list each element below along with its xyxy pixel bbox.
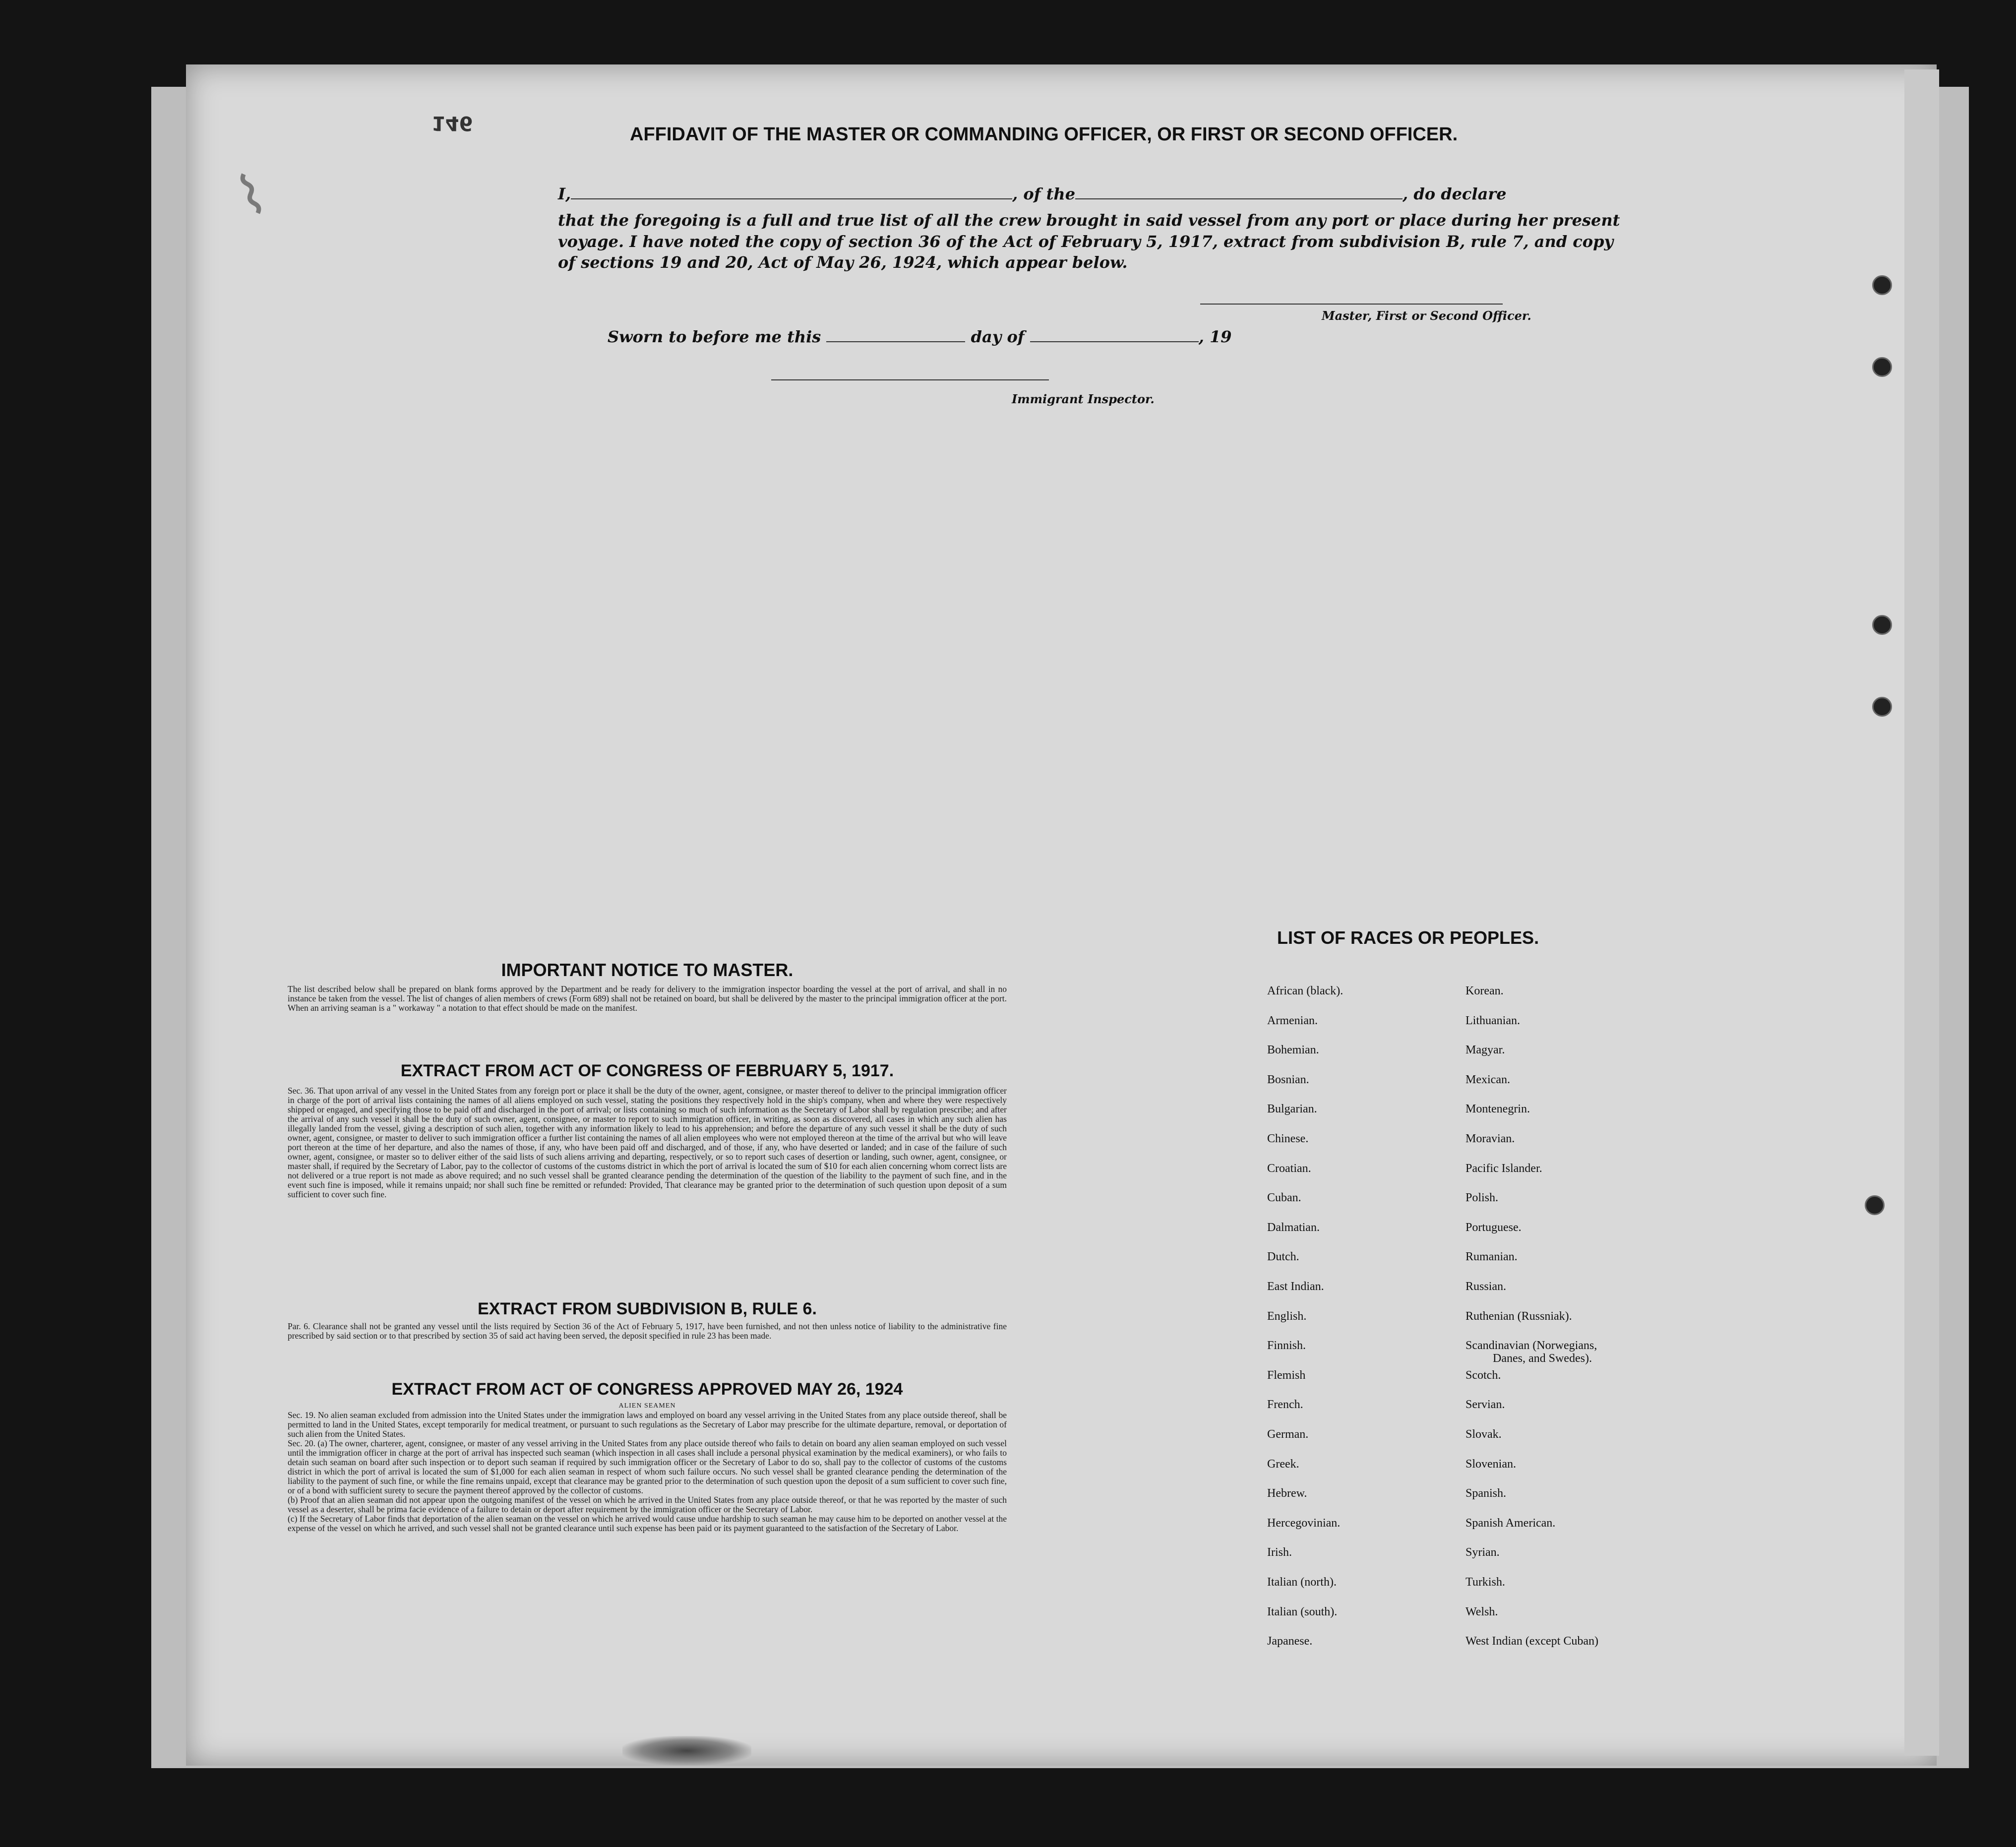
race-item: Servian. [1466, 1398, 1505, 1412]
extract-1917-title: EXTRACT FROM ACT OF CONGRESS OF FEBRUARY 5, 1917. [400, 1061, 894, 1080]
race-item: Mexican. [1466, 1073, 1510, 1086]
race-item: Dalmatian. [1267, 1221, 1320, 1234]
race-item: Bosnian. [1267, 1073, 1309, 1086]
declaration-of-the: , of the [1012, 185, 1076, 203]
race-item: Syrian. [1466, 1546, 1500, 1559]
race-item: Montenegrin. [1466, 1103, 1530, 1116]
race-item: African (black). [1267, 985, 1344, 997]
race-item: Slovenian. [1466, 1457, 1516, 1471]
declaration-do-declare: , do declare [1403, 185, 1507, 203]
sworn-day-of: day of [971, 327, 1025, 346]
notice-title: IMPORTANT NOTICE TO MASTER. [501, 960, 794, 980]
extract-1917-body [288, 1086, 1007, 1199]
race-item: Greek. [1267, 1457, 1299, 1471]
inspector-signature-line[interactable] [771, 379, 1049, 380]
race-item: Irish. [1267, 1546, 1292, 1559]
race-item: Croatian. [1267, 1162, 1311, 1175]
vessel-blank[interactable] [1075, 185, 1403, 199]
race-item: German. [1267, 1428, 1309, 1441]
race-item: Korean. [1466, 985, 1504, 997]
extract-1924-body [288, 1401, 1007, 1533]
bleed-through-row [694, 427, 1835, 451]
declaration-line-2: that the foregoing is a full and true list of all the crew brought in said vessel from any port or place during her present [558, 211, 1620, 230]
race-item: Rumanian. [1466, 1250, 1518, 1264]
name-blank[interactable] [571, 185, 1012, 199]
binder-hole-icon [1872, 615, 1892, 635]
race-item: Turkish. [1466, 1576, 1505, 1589]
sworn-month-blank[interactable] [1030, 328, 1199, 342]
sworn-line [608, 327, 1232, 346]
race-item: Dutch. [1267, 1250, 1299, 1264]
race-item: Ruthenian (Russniak). [1466, 1309, 1572, 1323]
race-item: Cuban. [1267, 1191, 1301, 1205]
race-item: French. [1267, 1398, 1303, 1412]
binder-hole-icon [1872, 697, 1892, 717]
race-item: Spanish. [1466, 1487, 1507, 1500]
race-item: Spanish American. [1466, 1516, 1556, 1530]
race-item: Italian (south). [1267, 1605, 1338, 1618]
race-item: English. [1267, 1309, 1307, 1323]
race-item: Armenian. [1267, 1014, 1318, 1027]
form-number: 146 [431, 112, 473, 134]
race-item: Polish. [1466, 1191, 1499, 1205]
notice-body [288, 985, 1007, 1013]
race-item: Chinese. [1267, 1132, 1309, 1145]
race-item: Lithuanian. [1466, 1014, 1520, 1027]
affidavit-title: AFFIDAVIT OF THE MASTER OR COMMANDING OFFICER, OR FIRST OR SECOND OFFICER. [630, 124, 1458, 145]
race-item: Russian. [1466, 1280, 1507, 1293]
section-20c-paragraph: (c) If the Secretary of Labor finds that deportation of the alien seaman on the vessel on which he arrived would cause undue hardship to such seaman he may cause him to be deported on another vessel at the expense of the vessel on which he arrived, and such vessel shall not be granted clearance until such expense has been paid or its payment guaranteed to the satisfaction of the Secretary of Labor. [288, 1514, 1007, 1533]
race-item: Portuguese. [1466, 1221, 1522, 1234]
race-item: Bohemian. [1267, 1044, 1319, 1057]
race-item: Japanese. [1267, 1635, 1313, 1648]
race-item: West Indian (except Cuban) [1466, 1635, 1598, 1648]
race-item: Hebrew. [1267, 1487, 1307, 1500]
handwritten-mark-icon: ⌇ [228, 161, 275, 230]
declaration-i: I, [558, 185, 571, 203]
race-item: Italian (north). [1267, 1576, 1337, 1589]
race-item: Magyar. [1466, 1044, 1505, 1057]
race-item: Welsh. [1466, 1605, 1498, 1618]
binder-hole-icon [1872, 357, 1892, 377]
master-label: Master, First or Second Officer. [1322, 308, 1531, 323]
race-item: Scandinavian (Norwegians, [1466, 1339, 1597, 1353]
sworn-day-blank[interactable] [826, 328, 965, 342]
section-20a-paragraph: Sec. 20. (a) The owner, charterer, agent, consignee, or master of any vessel arriving in the United States from any place outside thereof who fails to detain on board any alien seaman employed on such vessel until the immigration officer in charge at the port of arrival has inspected such seaman (which inspection in all cases shall include a personal physical examination by the medical examiners), or who fails to detain such seaman on board after such inspection or to deport such seaman if required by such immigration officer or the Secretary of Labor to do so, shall pay to the collector of customs of the customs district in which the port of arrival is located the sum of $1,000 for each alien seaman in respect of whom such failure occurs. No such vessel shall be granted clearance pending the determination of the liability to the payment of such fine, or while the fine remains unpaid, except that clearance may be granted prior to the determination of such question upon the deposit of a sum sufficient to cover such fine, or of a bond with sufficient surety to secure the payment thereof approved by the collector of customs. [288, 1438, 1007, 1495]
stain-mark [622, 1736, 751, 1766]
race-item: Bulgarian. [1267, 1103, 1317, 1116]
race-item: Hercegovinian. [1267, 1516, 1341, 1530]
binder-hole-icon [1865, 1195, 1885, 1215]
section-20b-paragraph: (b) Proof that an alien seaman did not appear upon the outgoing manifest of the vessel on which he arrived in the United States from any place outside thereof, or that he was reported by the master of such vessel as a deserter, shall be prima facie evidence of a failure to detain or deport after requirement by the immigration officer or the Secretary of Labor. [288, 1495, 1007, 1514]
sworn-year: , 19 [1198, 327, 1232, 346]
race-item: Flemish [1267, 1368, 1306, 1382]
race-item: Pacific Islander. [1466, 1162, 1542, 1175]
binder-hole-icon [1872, 275, 1892, 295]
declaration-line-1 [558, 185, 1507, 203]
sheet-right-edge [1904, 69, 1939, 1756]
extract-1924-title: EXTRACT FROM ACT OF CONGRESS APPROVED MAY 26, 1924 [391, 1380, 903, 1399]
race-item: Scotch. [1466, 1368, 1501, 1382]
race-item: East Indian. [1267, 1280, 1324, 1293]
section-19-paragraph: Sec. 19. No alien seaman excluded from admission into the United States under the immigration laws and employed on board any vessel arriving in the United States from any place outside thereof, shall be permitted to land in the United States, except temporarily for medical treatment, or pursuant to such regulations as the Secretary of Labor may prescribe for the ultimate departure, removal, or deportation of such alien from the United States. [288, 1410, 1007, 1439]
alien-seamen-subtitle: ALIEN SEAMEN [618, 1402, 676, 1410]
races-title: LIST OF RACES OR PEOPLES. [1277, 927, 1539, 948]
bleed-through-row [694, 645, 1835, 670]
declaration-line-4: of sections 19 and 20, Act of May 26, 1924, which appear below. [558, 253, 1128, 272]
notice-paragraph: The list described below shall be prepared on blank forms approved by the Department and be ready for delivery to the immigration inspector boarding the vessel at the port of arrival, and shall in no instance be taken from the vessel. The list of changes of alien members of crews (Form 689) shall not be retained on board, but shall be delivered by the master to the principal immigration officer at the port. When an arriving seaman is a " workaway " a notation to that effect should be made on the manifest. [288, 984, 1007, 1013]
extract-rule6-body [288, 1322, 1007, 1341]
race-item: Slovak. [1466, 1428, 1502, 1441]
inspector-label: Immigrant Inspector. [1012, 392, 1155, 406]
master-signature-line[interactable] [1200, 304, 1503, 305]
declaration-line-3: voyage. I have noted the copy of section 36 of the Act of February 5, 1917, extract from subdivision B, rule 7, and copy [558, 232, 1614, 251]
rule-6-paragraph: Par. 6. Clearance shall not be granted any vessel until the lists required by Section 36 of the Act of February 5, 1917, have been furnished, and not then unless notice of liability to the administrative fine prescribed by said section or to that prescribed by section 35 of said act having been served, the deposit specified in rule 23 has been made. [288, 1321, 1007, 1341]
race-item: Danes, and Swedes). [1493, 1352, 1592, 1365]
race-item: Moravian. [1466, 1132, 1515, 1145]
race-item: Finnish. [1267, 1339, 1306, 1353]
section-36-paragraph: Sec. 36. That upon arrival of any vessel in the United States from any foreign port or place it shall be the duty of the owner, agent, consignee, or master thereof to deliver to the principal immigration officer in charge of the port of arrival lists containing the names of all aliens employed on such vessel, stating the positions they respectively hold in the ship's company, when and where they were respectively shipped or engaged, and specifying those to be paid off and discharged in the port of arrival; or lists containing so much of such information as the Secretary of Labor shall by regulation prescribe; and after the arrival of any such vessel it shall be the duty of such owner, agent, consignee, or master to report to such immigration officer, in writing, as soon as discovered, all cases in which any such alien has illegally landed from the vessel, giving a description of such alien, together with any information likely to lead to his apprehension; and before the departure of any such vessel it shall be the duty of such owner, agent, consignee, or master to deliver to such immigration officer a further list containing the names of all alien employees who were not employed thereon at the time of the arrival but who will leave port thereon at the time of her departure, and also the names of those, if any, who have been paid off and discharged, and of those, if any, who have deserted or landed; and in case of the failure of such owner, agent, consignee, or master so to deliver either of the said lists of such aliens arriving and departing, respectively, or so to report such cases of desertion or landing, such owner, agent, consignee, or master shall, if required by the Secretary of Labor, pay to the collector of customs of the customs district in which the port of arrival is located the sum of $10 for each alien concerning whom correct lists are not delivered or a true report is not made as above required; and no such vessel shall be granted clearance pending the determination of the question of the liability to the payment of such fine, and in the event such fine is imposed, while it remains unpaid; nor shall such fine be remitted or refunded: Provided, That clearance may be granted prior to the determination of such question upon deposit of a sum sufficient to cover such fine. [288, 1086, 1007, 1199]
sworn-text: Sworn to before me this [608, 327, 821, 346]
extract-rule6-title: EXTRACT FROM SUBDIVISION B, RULE 6. [478, 1299, 817, 1318]
